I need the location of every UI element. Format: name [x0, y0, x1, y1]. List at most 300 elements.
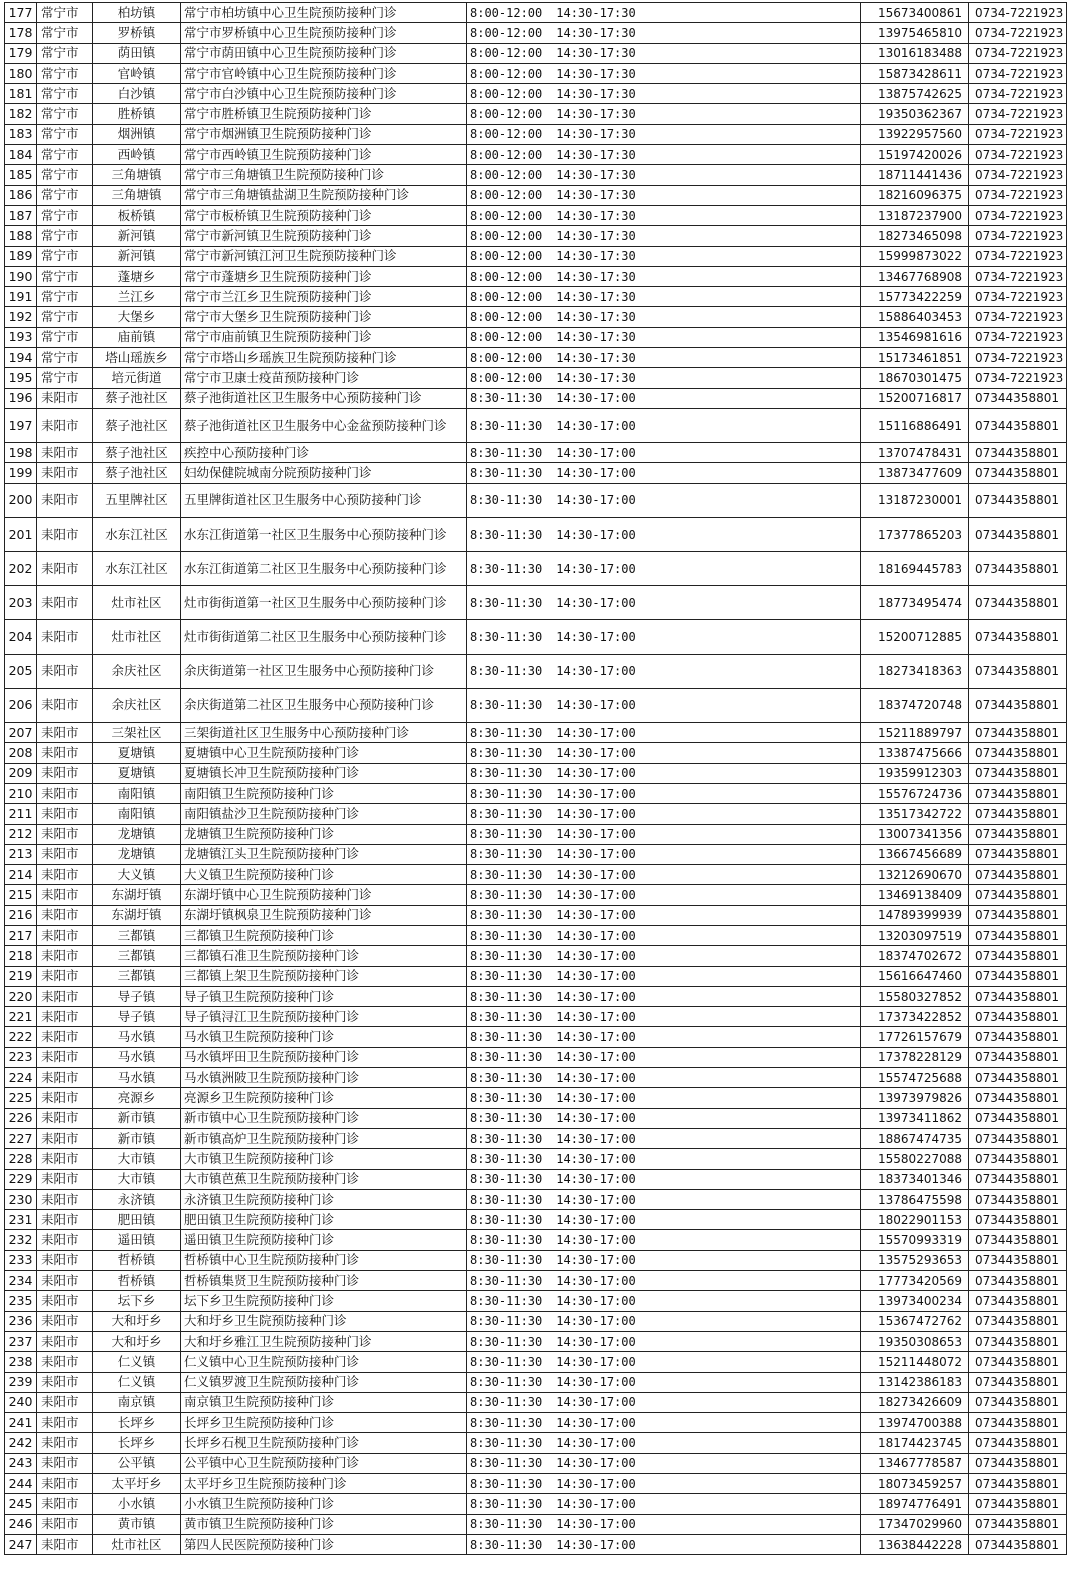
hours-cell [467, 1250, 861, 1270]
afternoon-hours: 14:30-17:00 [556, 908, 636, 923]
row-number: 183 [5, 124, 37, 144]
office-phone-cell: 07344358801 [969, 966, 1067, 986]
row-number: 211 [5, 804, 37, 824]
afternoon-hours: 14:30-17:30 [556, 249, 636, 264]
clinic-name-cell: 常宁市板桥镇卫生院预防接种门诊 [181, 205, 467, 225]
afternoon-hours: 14:30-17:30 [556, 25, 636, 40]
table-row [5, 885, 1067, 905]
city-cell: 耒阳市 [37, 824, 93, 844]
city-cell: 耒阳市 [37, 804, 93, 824]
clinic-name-cell: 疾控中心预防接种门诊 [181, 443, 467, 463]
city-cell: 耒阳市 [37, 1291, 93, 1311]
town-cell: 水东江社区 [93, 552, 181, 586]
afternoon-hours: 14:30-17:30 [556, 269, 636, 284]
row-number: 239 [5, 1372, 37, 1392]
hours-cell [467, 783, 861, 803]
mobile-phone-cell: 15200716817 [861, 388, 969, 408]
city-cell: 耒阳市 [37, 1250, 93, 1270]
row-number: 217 [5, 926, 37, 946]
clinic-name-cell: 南阳镇卫生院预防接种门诊 [181, 783, 467, 803]
row-number: 201 [5, 517, 37, 551]
city-cell: 耒阳市 [37, 483, 93, 517]
town-cell: 马水镇 [93, 1027, 181, 1047]
clinic-name-cell: 哲桥镇中心卫生院预防接种门诊 [181, 1250, 467, 1270]
table-row [5, 185, 1067, 205]
table-row [5, 763, 1067, 783]
hours-cell [467, 483, 861, 517]
morning-hours: 8:30-11:30 [470, 1151, 543, 1166]
afternoon-hours: 14:30-17:30 [556, 168, 636, 183]
city-cell: 耒阳市 [37, 1007, 93, 1027]
afternoon-hours: 14:30-17:00 [556, 1009, 636, 1024]
mobile-phone-cell: 18773495474 [861, 586, 969, 620]
hours-cell [467, 620, 861, 654]
table-row [5, 124, 1067, 144]
table-row [5, 307, 1067, 327]
table-row [5, 1230, 1067, 1250]
city-cell: 耒阳市 [37, 1433, 93, 1453]
table-row [5, 145, 1067, 165]
morning-hours: 8:00-12:00 [470, 350, 543, 365]
table-row [5, 1169, 1067, 1189]
office-phone-cell: 07344358801 [969, 1392, 1067, 1412]
office-phone-cell: 07344358801 [969, 654, 1067, 688]
afternoon-hours: 14:30-17:30 [556, 86, 636, 101]
clinic-name-cell: 大和圩乡雅江卫生院预防接种门诊 [181, 1331, 467, 1351]
table-row [5, 783, 1067, 803]
row-number: 223 [5, 1047, 37, 1067]
row-number: 197 [5, 408, 37, 442]
clinic-name-cell: 大市镇卫生院预防接种门诊 [181, 1149, 467, 1169]
hours-cell [467, 1413, 861, 1433]
afternoon-hours: 14:30-17:00 [556, 1273, 636, 1288]
table-row [5, 1250, 1067, 1270]
town-cell: 白沙镇 [93, 84, 181, 104]
morning-hours: 8:30-11:30 [470, 1395, 543, 1410]
table-row [5, 84, 1067, 104]
mobile-phone-cell: 19350362367 [861, 104, 969, 124]
row-number: 244 [5, 1474, 37, 1494]
morning-hours: 8:30-11:30 [470, 1334, 543, 1349]
afternoon-hours: 14:30-17:30 [556, 147, 636, 162]
office-phone-cell: 0734-7221923 [969, 287, 1067, 307]
hours-cell [467, 327, 861, 347]
office-phone-cell: 0734-7221923 [969, 84, 1067, 104]
mobile-phone-cell: 15580227088 [861, 1149, 969, 1169]
morning-hours: 8:30-11:30 [470, 766, 543, 781]
hours-cell [467, 348, 861, 368]
city-cell: 常宁市 [37, 185, 93, 205]
table-row [5, 226, 1067, 246]
mobile-phone-cell: 15173461851 [861, 348, 969, 368]
row-number: 229 [5, 1169, 37, 1189]
morning-hours: 8:30-11:30 [470, 725, 543, 740]
table-row [5, 23, 1067, 43]
hours-cell [467, 1149, 861, 1169]
row-number: 233 [5, 1250, 37, 1270]
table-row [5, 1392, 1067, 1412]
town-cell: 夏塘镇 [93, 763, 181, 783]
table-row [5, 743, 1067, 763]
table-row [5, 1413, 1067, 1433]
clinic-name-cell: 三都镇卫生院预防接种门诊 [181, 926, 467, 946]
afternoon-hours: 14:30-17:30 [556, 46, 636, 61]
clinic-name-cell: 常宁市烟洲镇卫生院预防接种门诊 [181, 124, 467, 144]
row-number: 215 [5, 885, 37, 905]
city-cell: 常宁市 [37, 348, 93, 368]
table-row [5, 926, 1067, 946]
row-number: 178 [5, 23, 37, 43]
town-cell: 蓬塘乡 [93, 266, 181, 286]
city-cell: 耒阳市 [37, 926, 93, 946]
town-cell: 哲桥镇 [93, 1271, 181, 1291]
hours-cell [467, 3, 861, 23]
morning-hours: 8:30-11:30 [470, 867, 543, 882]
table-row [5, 804, 1067, 824]
morning-hours: 8:30-11:30 [470, 989, 543, 1004]
morning-hours: 8:30-11:30 [470, 847, 543, 862]
table-row [5, 43, 1067, 63]
morning-hours: 8:00-12:00 [470, 289, 543, 304]
town-cell: 黄市镇 [93, 1514, 181, 1534]
office-phone-cell: 07344358801 [969, 1169, 1067, 1189]
clinic-name-cell: 常宁市三角塘镇卫生院预防接种门诊 [181, 165, 467, 185]
mobile-phone-cell: 18073459257 [861, 1474, 969, 1494]
clinic-name-cell: 蔡子池街道社区卫生服务中心预防接种门诊 [181, 388, 467, 408]
town-cell: 南阳镇 [93, 804, 181, 824]
hours-cell [467, 408, 861, 442]
office-phone-cell: 07344358801 [969, 1372, 1067, 1392]
clinic-name-cell: 常宁市蓬塘乡卫生院预防接种门诊 [181, 266, 467, 286]
clinic-name-cell: 新市镇高炉卫生院预防接种门诊 [181, 1128, 467, 1148]
mobile-phone-cell: 13467768908 [861, 266, 969, 286]
morning-hours: 8:30-11:30 [470, 745, 543, 760]
town-cell: 夏塘镇 [93, 743, 181, 763]
hours-cell [467, 1352, 861, 1372]
city-cell: 耒阳市 [37, 463, 93, 483]
hours-cell [467, 205, 861, 225]
table-row [5, 1007, 1067, 1027]
hours-cell [467, 1128, 861, 1148]
town-cell: 大堡乡 [93, 307, 181, 327]
table-row [5, 246, 1067, 266]
office-phone-cell: 07344358801 [969, 1230, 1067, 1250]
morning-hours: 8:30-11:30 [470, 888, 543, 903]
afternoon-hours: 14:30-17:00 [556, 1030, 636, 1045]
row-number: 234 [5, 1271, 37, 1291]
table-row [5, 104, 1067, 124]
office-phone-cell: 07344358801 [969, 1027, 1067, 1047]
clinic-name-cell: 哲桥镇集贤卫生院预防接种门诊 [181, 1271, 467, 1291]
morning-hours: 8:30-11:30 [470, 928, 543, 943]
hours-cell [467, 654, 861, 688]
morning-hours: 8:30-11:30 [470, 595, 543, 610]
table-row [5, 408, 1067, 442]
office-phone-cell: 0734-7221923 [969, 226, 1067, 246]
morning-hours: 8:30-11:30 [470, 1050, 543, 1065]
table-row [5, 1068, 1067, 1088]
table-row [5, 1453, 1067, 1473]
mobile-phone-cell: 13016183488 [861, 43, 969, 63]
clinic-name-cell: 常宁市卫康士疫苗预防接种门诊 [181, 368, 467, 388]
mobile-phone-cell: 15211889797 [861, 723, 969, 743]
afternoon-hours: 14:30-17:00 [556, 1070, 636, 1085]
hours-cell [467, 463, 861, 483]
mobile-phone-cell: 19359912303 [861, 763, 969, 783]
afternoon-hours: 14:30-17:00 [556, 1456, 636, 1471]
row-number: 196 [5, 388, 37, 408]
city-cell: 耒阳市 [37, 1230, 93, 1250]
morning-hours: 8:30-11:30 [470, 527, 543, 542]
clinic-name-cell: 常宁市大堡乡卫生院预防接种门诊 [181, 307, 467, 327]
mobile-phone-cell: 13875742625 [861, 84, 969, 104]
clinic-name-cell: 公平镇中心卫生院预防接种门诊 [181, 1453, 467, 1473]
mobile-phone-cell: 15576724736 [861, 783, 969, 803]
clinic-name-cell: 灶市街街道第一社区卫生服务中心预防接种门诊 [181, 586, 467, 620]
mobile-phone-cell: 17347029960 [861, 1514, 969, 1534]
morning-hours: 8:30-11:30 [470, 786, 543, 801]
hours-cell [467, 307, 861, 327]
city-cell: 耒阳市 [37, 723, 93, 743]
row-number: 230 [5, 1189, 37, 1209]
city-cell: 耒阳市 [37, 620, 93, 654]
office-phone-cell: 07344358801 [969, 688, 1067, 722]
afternoon-hours: 14:30-17:30 [556, 5, 636, 20]
morning-hours: 8:30-11:30 [470, 493, 543, 508]
town-cell: 蔡子池社区 [93, 388, 181, 408]
clinic-name-cell: 肥田镇卫生院预防接种门诊 [181, 1210, 467, 1230]
office-phone-cell: 0734-7221923 [969, 307, 1067, 327]
row-number: 199 [5, 463, 37, 483]
mobile-phone-cell: 17373422852 [861, 1007, 969, 1027]
mobile-phone-cell: 18273418363 [861, 654, 969, 688]
row-number: 191 [5, 287, 37, 307]
mobile-phone-cell: 13974700388 [861, 1413, 969, 1433]
afternoon-hours: 14:30-17:00 [556, 1375, 636, 1390]
row-number: 238 [5, 1352, 37, 1372]
office-phone-cell: 07344358801 [969, 1433, 1067, 1453]
morning-hours: 8:30-11:30 [470, 1436, 543, 1451]
town-cell: 马水镇 [93, 1068, 181, 1088]
mobile-phone-cell: 13667456689 [861, 844, 969, 864]
afternoon-hours: 14:30-17:00 [556, 1334, 636, 1349]
city-cell: 耒阳市 [37, 986, 93, 1006]
clinic-name-cell: 第四人民医院预防接种门诊 [181, 1534, 467, 1554]
morning-hours: 8:30-11:30 [470, 1009, 543, 1024]
town-cell: 仁义镇 [93, 1372, 181, 1392]
morning-hours: 8:30-11:30 [470, 827, 543, 842]
mobile-phone-cell: 18273465098 [861, 226, 969, 246]
table-row [5, 1189, 1067, 1209]
mobile-phone-cell: 13517342722 [861, 804, 969, 824]
mobile-phone-cell: 18670301475 [861, 368, 969, 388]
morning-hours: 8:30-11:30 [470, 391, 543, 406]
hours-cell [467, 1230, 861, 1250]
mobile-phone-cell: 15580327852 [861, 986, 969, 1006]
hours-cell [467, 723, 861, 743]
row-number: 236 [5, 1311, 37, 1331]
morning-hours: 8:30-11:30 [470, 1253, 543, 1268]
town-cell: 长坪乡 [93, 1433, 181, 1453]
row-number: 185 [5, 165, 37, 185]
morning-hours: 8:30-11:30 [470, 948, 543, 963]
office-phone-cell: 0734-7221923 [969, 165, 1067, 185]
afternoon-hours: 14:30-17:00 [556, 928, 636, 943]
hours-cell [467, 368, 861, 388]
office-phone-cell: 0734-7221923 [969, 266, 1067, 286]
mobile-phone-cell: 15673400861 [861, 3, 969, 23]
town-cell: 罗桥镇 [93, 23, 181, 43]
row-number: 206 [5, 688, 37, 722]
city-cell: 耒阳市 [37, 1047, 93, 1067]
afternoon-hours: 14:30-17:00 [556, 561, 636, 576]
vaccination-clinic-table [4, 2, 1067, 1555]
mobile-phone-cell: 14789399939 [861, 905, 969, 925]
office-phone-cell: 07344358801 [969, 1494, 1067, 1514]
clinic-name-cell: 南阳镇盐沙卫生院预防接种门诊 [181, 804, 467, 824]
town-cell: 烟洲镇 [93, 124, 181, 144]
hours-cell [467, 946, 861, 966]
hours-cell [467, 1169, 861, 1189]
office-phone-cell: 0734-7221923 [969, 185, 1067, 205]
morning-hours: 8:30-11:30 [470, 1517, 543, 1532]
office-phone-cell: 07344358801 [969, 1474, 1067, 1494]
morning-hours: 8:30-11:30 [470, 1415, 543, 1430]
clinic-name-cell: 常宁市新河镇卫生院预防接种门诊 [181, 226, 467, 246]
city-cell: 耒阳市 [37, 1474, 93, 1494]
row-number: 184 [5, 145, 37, 165]
clinic-name-cell: 东湖圩镇枫泉卫生院预防接种门诊 [181, 905, 467, 925]
hours-cell [467, 124, 861, 144]
table-row [5, 1271, 1067, 1291]
mobile-phone-cell: 18374720748 [861, 688, 969, 722]
hours-cell [467, 824, 861, 844]
row-number: 194 [5, 348, 37, 368]
office-phone-cell: 07344358801 [969, 1352, 1067, 1372]
town-cell: 蔡子池社区 [93, 443, 181, 463]
afternoon-hours: 14:30-17:30 [556, 310, 636, 325]
city-cell: 耒阳市 [37, 1108, 93, 1128]
office-phone-cell: 0734-7221923 [969, 23, 1067, 43]
morning-hours: 8:30-11:30 [470, 664, 543, 679]
morning-hours: 8:00-12:00 [470, 107, 543, 122]
city-cell: 耒阳市 [37, 1128, 93, 1148]
city-cell: 常宁市 [37, 266, 93, 286]
town-cell: 亮源乡 [93, 1088, 181, 1108]
row-number: 221 [5, 1007, 37, 1027]
afternoon-hours: 14:30-17:00 [556, 888, 636, 903]
hours-cell [467, 865, 861, 885]
hours-cell [467, 1189, 861, 1209]
town-cell: 坛下乡 [93, 1291, 181, 1311]
town-cell: 大和圩乡 [93, 1331, 181, 1351]
office-phone-cell: 07344358801 [969, 1291, 1067, 1311]
office-phone-cell: 0734-7221923 [969, 104, 1067, 124]
table-body [5, 3, 1067, 1555]
town-cell: 三都镇 [93, 926, 181, 946]
city-cell: 耒阳市 [37, 517, 93, 551]
clinic-name-cell: 水东江街道第二社区卫生服务中心预防接种门诊 [181, 552, 467, 586]
office-phone-cell: 0734-7221923 [969, 327, 1067, 347]
town-cell: 余庆社区 [93, 688, 181, 722]
hours-cell [467, 1372, 861, 1392]
morning-hours: 8:00-12:00 [470, 46, 543, 61]
table-row [5, 266, 1067, 286]
city-cell: 耒阳市 [37, 1311, 93, 1331]
afternoon-hours: 14:30-17:00 [556, 806, 636, 821]
morning-hours: 8:00-12:00 [470, 269, 543, 284]
row-number: 235 [5, 1291, 37, 1311]
afternoon-hours: 14:30-17:30 [556, 107, 636, 122]
mobile-phone-cell: 13387475666 [861, 743, 969, 763]
clinic-name-cell: 南京镇卫生院预防接种门诊 [181, 1392, 467, 1412]
table-row [5, 327, 1067, 347]
town-cell: 仁义镇 [93, 1352, 181, 1372]
city-cell: 常宁市 [37, 3, 93, 23]
mobile-phone-cell: 15116886491 [861, 408, 969, 442]
city-cell: 耒阳市 [37, 946, 93, 966]
mobile-phone-cell: 18273426609 [861, 1392, 969, 1412]
mobile-phone-cell: 15197420026 [861, 145, 969, 165]
office-phone-cell: 07344358801 [969, 824, 1067, 844]
clinic-name-cell: 新市镇中心卫生院预防接种门诊 [181, 1108, 467, 1128]
clinic-name-cell: 遥田镇卫生院预防接种门诊 [181, 1230, 467, 1250]
office-phone-cell: 07344358801 [969, 586, 1067, 620]
row-number: 204 [5, 620, 37, 654]
town-cell: 胜桥镇 [93, 104, 181, 124]
town-cell: 新市镇 [93, 1108, 181, 1128]
office-phone-cell: 0734-7221923 [969, 43, 1067, 63]
city-cell: 耒阳市 [37, 1494, 93, 1514]
clinic-name-cell: 龙塘镇卫生院预防接种门诊 [181, 824, 467, 844]
office-phone-cell: 07344358801 [969, 1413, 1067, 1433]
clinic-name-cell: 常宁市罗桥镇中心卫生院预防接种门诊 [181, 23, 467, 43]
morning-hours: 8:00-12:00 [470, 86, 543, 101]
town-cell: 庙前镇 [93, 327, 181, 347]
mobile-phone-cell: 15616647460 [861, 966, 969, 986]
mobile-phone-cell: 18974776491 [861, 1494, 969, 1514]
town-cell: 柏坊镇 [93, 3, 181, 23]
table-row [5, 688, 1067, 722]
mobile-phone-cell: 13973400234 [861, 1291, 969, 1311]
row-number: 187 [5, 205, 37, 225]
city-cell: 常宁市 [37, 165, 93, 185]
clinic-name-cell: 导子镇浔江卫生院预防接种门诊 [181, 1007, 467, 1027]
table-row [5, 1514, 1067, 1534]
afternoon-hours: 14:30-17:00 [556, 1517, 636, 1532]
office-phone-cell: 0734-7221923 [969, 205, 1067, 225]
town-cell: 塔山瑶族乡 [93, 348, 181, 368]
mobile-phone-cell: 17773420569 [861, 1271, 969, 1291]
morning-hours: 8:30-11:30 [470, 969, 543, 984]
clinic-name-cell: 大和圩乡卫生院预防接种门诊 [181, 1311, 467, 1331]
row-number: 203 [5, 586, 37, 620]
town-cell: 小水镇 [93, 1494, 181, 1514]
mobile-phone-cell: 15200712885 [861, 620, 969, 654]
clinic-name-cell: 常宁市白沙镇中心卫生院预防接种门诊 [181, 84, 467, 104]
hours-cell [467, 1027, 861, 1047]
mobile-phone-cell: 13142386183 [861, 1372, 969, 1392]
mobile-phone-cell: 13638442228 [861, 1534, 969, 1554]
office-phone-cell: 07344358801 [969, 552, 1067, 586]
table-row [5, 966, 1067, 986]
city-cell: 耒阳市 [37, 1149, 93, 1169]
hours-cell [467, 1494, 861, 1514]
clinic-name-cell: 常宁市庙前镇卫生院预防接种门诊 [181, 327, 467, 347]
morning-hours: 8:00-12:00 [470, 5, 543, 20]
office-phone-cell: 07344358801 [969, 1311, 1067, 1331]
town-cell: 蔡子池社区 [93, 408, 181, 442]
